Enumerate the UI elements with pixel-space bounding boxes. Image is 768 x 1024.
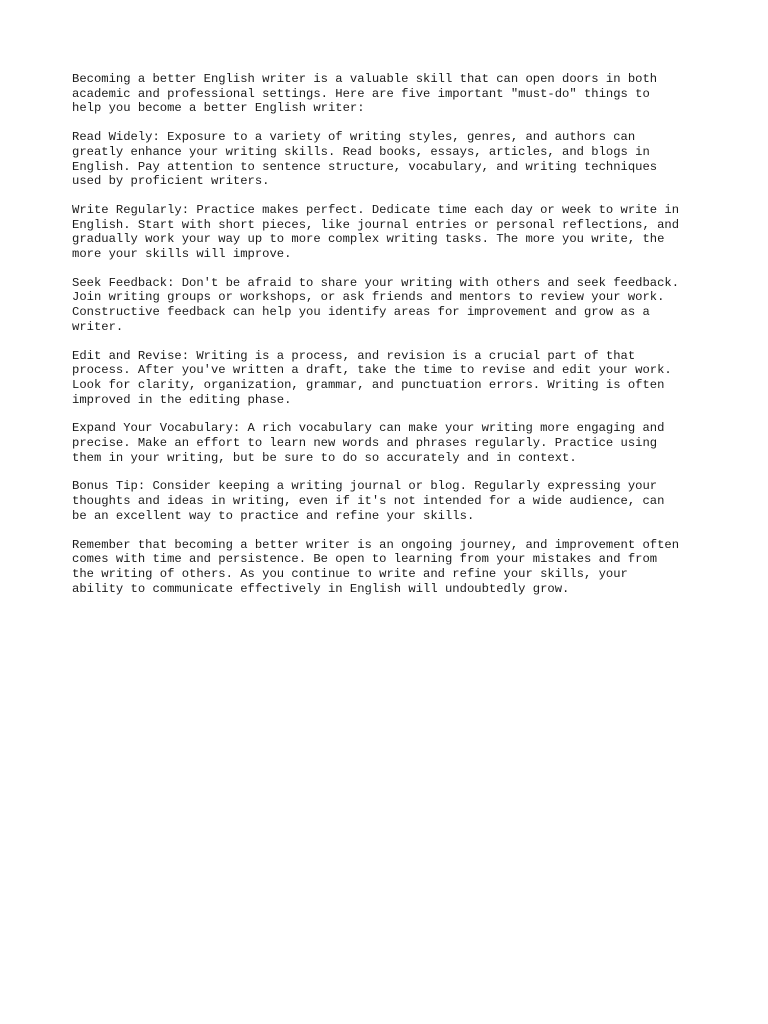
bonus-tip-paragraph: Bonus Tip: Consider keeping a writing journal or blog. Regularly expressing your thoughts and ideas in writing, even if it's not intended for a wide audience, can be an excellent way to practice and refine your skills.: [72, 479, 665, 523]
edit-revise-paragraph: Edit and Revise: Writing is a process, and revision is a crucial part of that process. After you've written a draft, take the time to revise and edit your work. Look for clarity, organization, grammar, and punctuation errors. Writing is often improved in the editing phase.: [72, 348, 672, 407]
expand-vocabulary-paragraph: Expand Your Vocabulary: A rich vocabulary can make your writing more engaging and precise. Make an effort to learn new words and phrases regularly. Practice using them in your writing, but be sure to do so accurately and in context.: [72, 421, 665, 465]
seek-feedback-paragraph: Seek Feedback: Don't be afraid to share your writing with others and seek feedback. Join writing groups or workshops, or ask friends and mentors to review your work. Constructive feedback can help you identify areas for improvement and grow as a writer.: [72, 275, 680, 334]
intro-paragraph: Becoming a better English writer is a valuable skill that can open doors in both academic and professional settings. Here are five important "must-do" things to help you become a better English writer:: [72, 72, 658, 116]
write-regularly-paragraph: Write Regularly: Practice makes perfect. Dedicate time each day or week to write in English. Start with short pieces, like journal entries or personal reflections, and gradually work your way up to more complex writing tasks. The more you write, the more your skills will improve.: [72, 202, 680, 262]
conclusion-paragraph: Remember that becoming a better writer is an ongoing journey, and improvement often comes with time and persistence. Be open to learning from your mistakes and from the writing of others. As you continue to write and refine your skills, your ability to communicate effectively in English will undoubtedly grow.: [72, 537, 680, 596]
document-body: [72, 72, 712, 610]
read-widely-paragraph: Read Widely: Exposure to a variety of writing styles, genres, and authors can greatly enhance your writing skills. Read books, essays, articles, and blogs in English. Pay attention to sentence structure, vocabulary, and writing techniques used by proficient writers.: [72, 130, 658, 189]
